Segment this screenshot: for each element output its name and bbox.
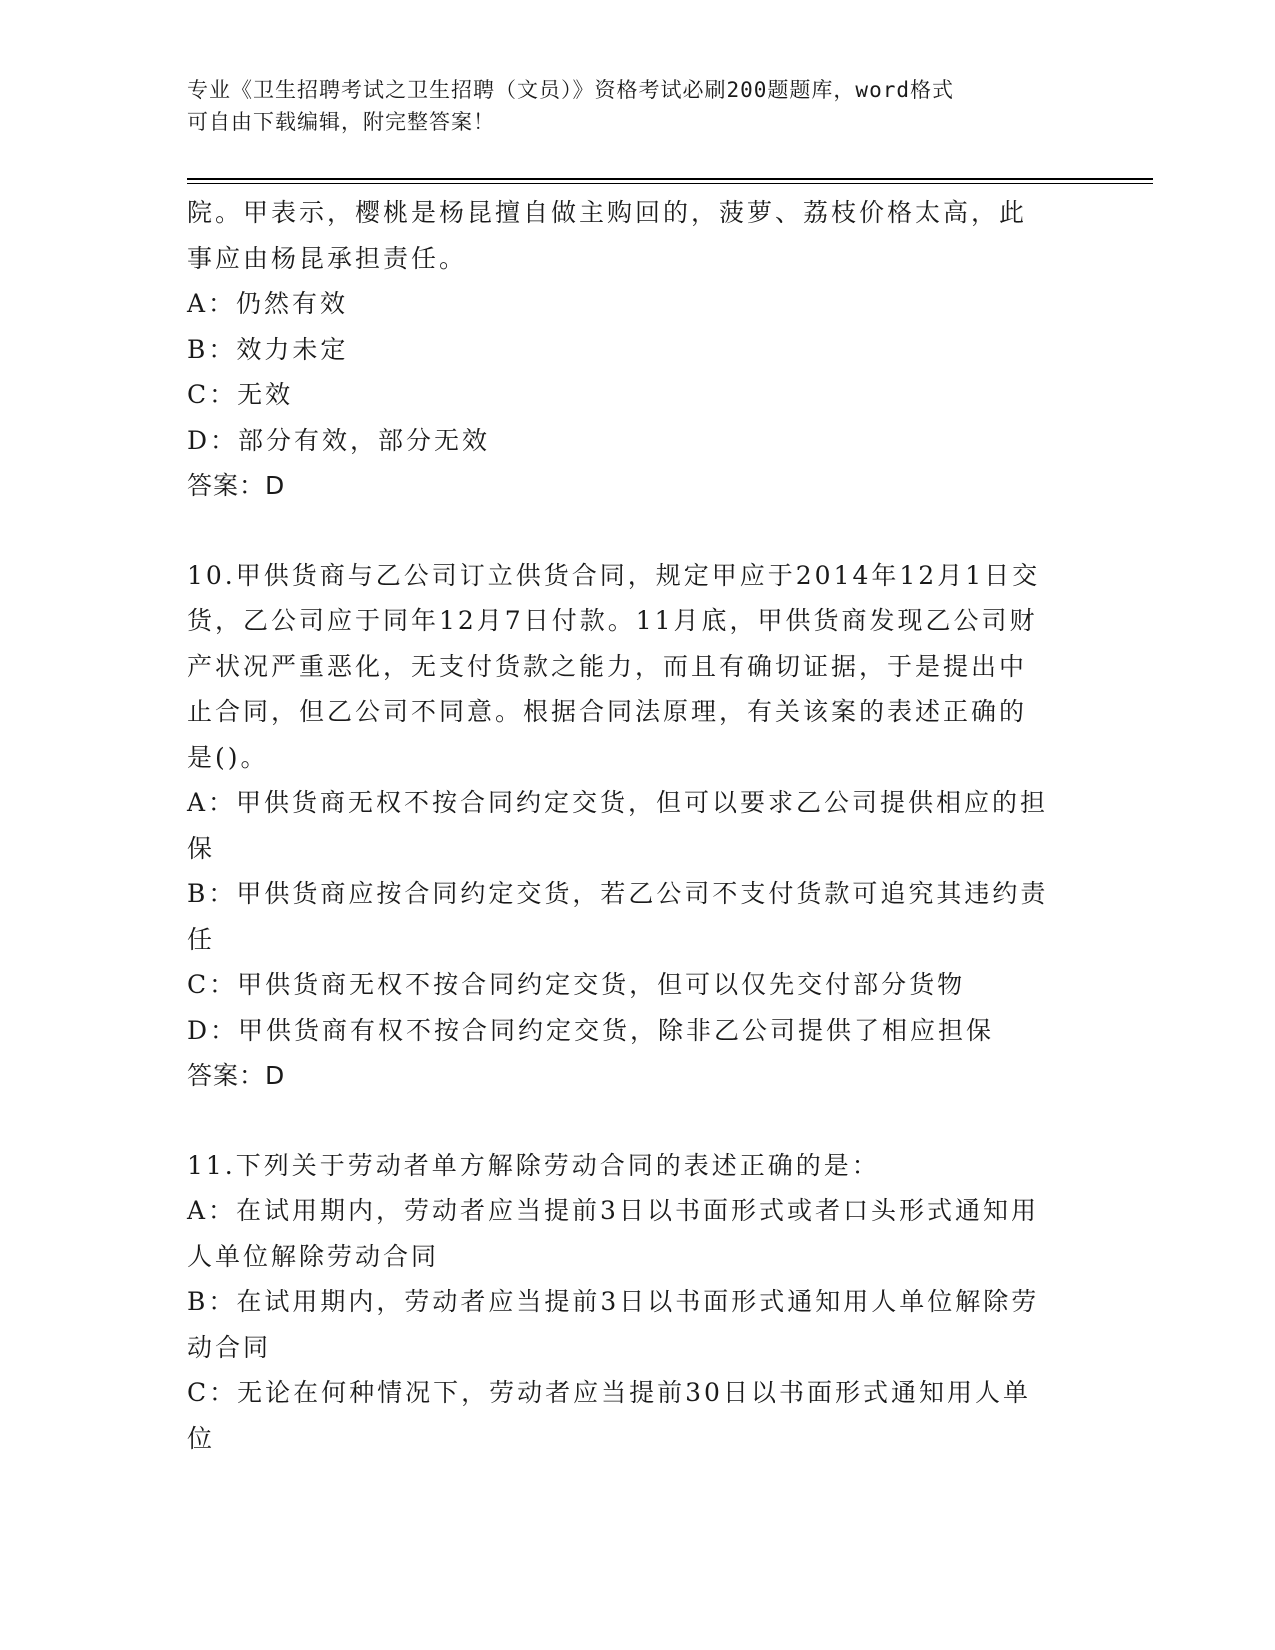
answer-label: 答案：D — [187, 1061, 286, 1090]
question-spacer — [187, 509, 1087, 553]
question-11 — [187, 1143, 1087, 1462]
header-title-line-1: 专业《卫生招聘考试之卫生招聘（文员）》资格考试必刷200题题库，word格式 — [187, 78, 954, 102]
question-text: 事应由杨昆承担责任。 — [187, 243, 468, 273]
option-d: D：部分有效，部分无效 — [187, 425, 491, 455]
option-b: B：在试用期内，劳动者应当提前3日以书面形式通知用人单位解除劳 — [187, 1287, 1040, 1316]
option-c: C：无论在何种情况下，劳动者应当提前30日以书面形式通知用人单 — [187, 1378, 1031, 1407]
option-c: C：无效 — [187, 380, 294, 409]
option-b-continued: 动合同 — [187, 1332, 272, 1362]
question-10 — [187, 553, 1087, 1099]
question-9-continued — [187, 190, 1087, 509]
question-text: 10.甲供货商与乙公司订立供货合同，规定甲应于2014年12月1日交 — [187, 560, 1041, 590]
page-header — [187, 74, 1067, 138]
answer-label: 答案：D — [187, 471, 286, 500]
option-b: B：甲供货商应按合同约定交货，若乙公司不支付货款可追究其违约责 — [187, 879, 1049, 908]
question-text: 止合同，但乙公司不同意。根据合同法原理，有关该案的表述正确的 — [187, 697, 1028, 726]
question-text: 院。甲表示，樱桃是杨昆擅自做主购回的，菠萝、荔枝价格太高，此 — [187, 198, 1028, 227]
option-a-continued: 人单位解除劳动合同 — [187, 1241, 440, 1271]
header-divider-thin — [187, 183, 1153, 184]
option-b-continued: 任 — [187, 924, 216, 954]
question-content — [187, 190, 1087, 1461]
option-b: B：效力未定 — [187, 334, 349, 364]
header-divider-thick — [187, 178, 1153, 180]
option-d: D：甲供货商有权不按合同约定交货，除非乙公司提供了相应担保 — [187, 1015, 995, 1045]
option-a: A：仍然有效 — [187, 289, 349, 318]
header-title-line-2: 可自由下载编辑，附完整答案！ — [187, 110, 495, 134]
question-text: 产状况严重恶化，无支付货款之能力，而且有确切证据，于是提出中 — [187, 651, 1028, 681]
question-spacer — [187, 1099, 1087, 1143]
option-c-continued: 位 — [187, 1423, 216, 1453]
option-a-continued: 保 — [187, 833, 216, 863]
question-text: 是()。 — [187, 742, 269, 772]
option-a: A：甲供货商无权不按合同约定交货，但可以要求乙公司提供相应的担 — [187, 788, 1049, 817]
option-a: A：在试用期内，劳动者应当提前3日以书面形式或者口头形式通知用 — [187, 1196, 1039, 1225]
question-text: 11.下列关于劳动者单方解除劳动合同的表述正确的是： — [187, 1150, 880, 1180]
option-c: C：甲供货商无权不按合同约定交货，但可以仅先交付部分货物 — [187, 970, 966, 999]
question-text: 货，乙公司应于同年12月7日付款。11月底，甲供货商发现乙公司财 — [187, 606, 1038, 635]
